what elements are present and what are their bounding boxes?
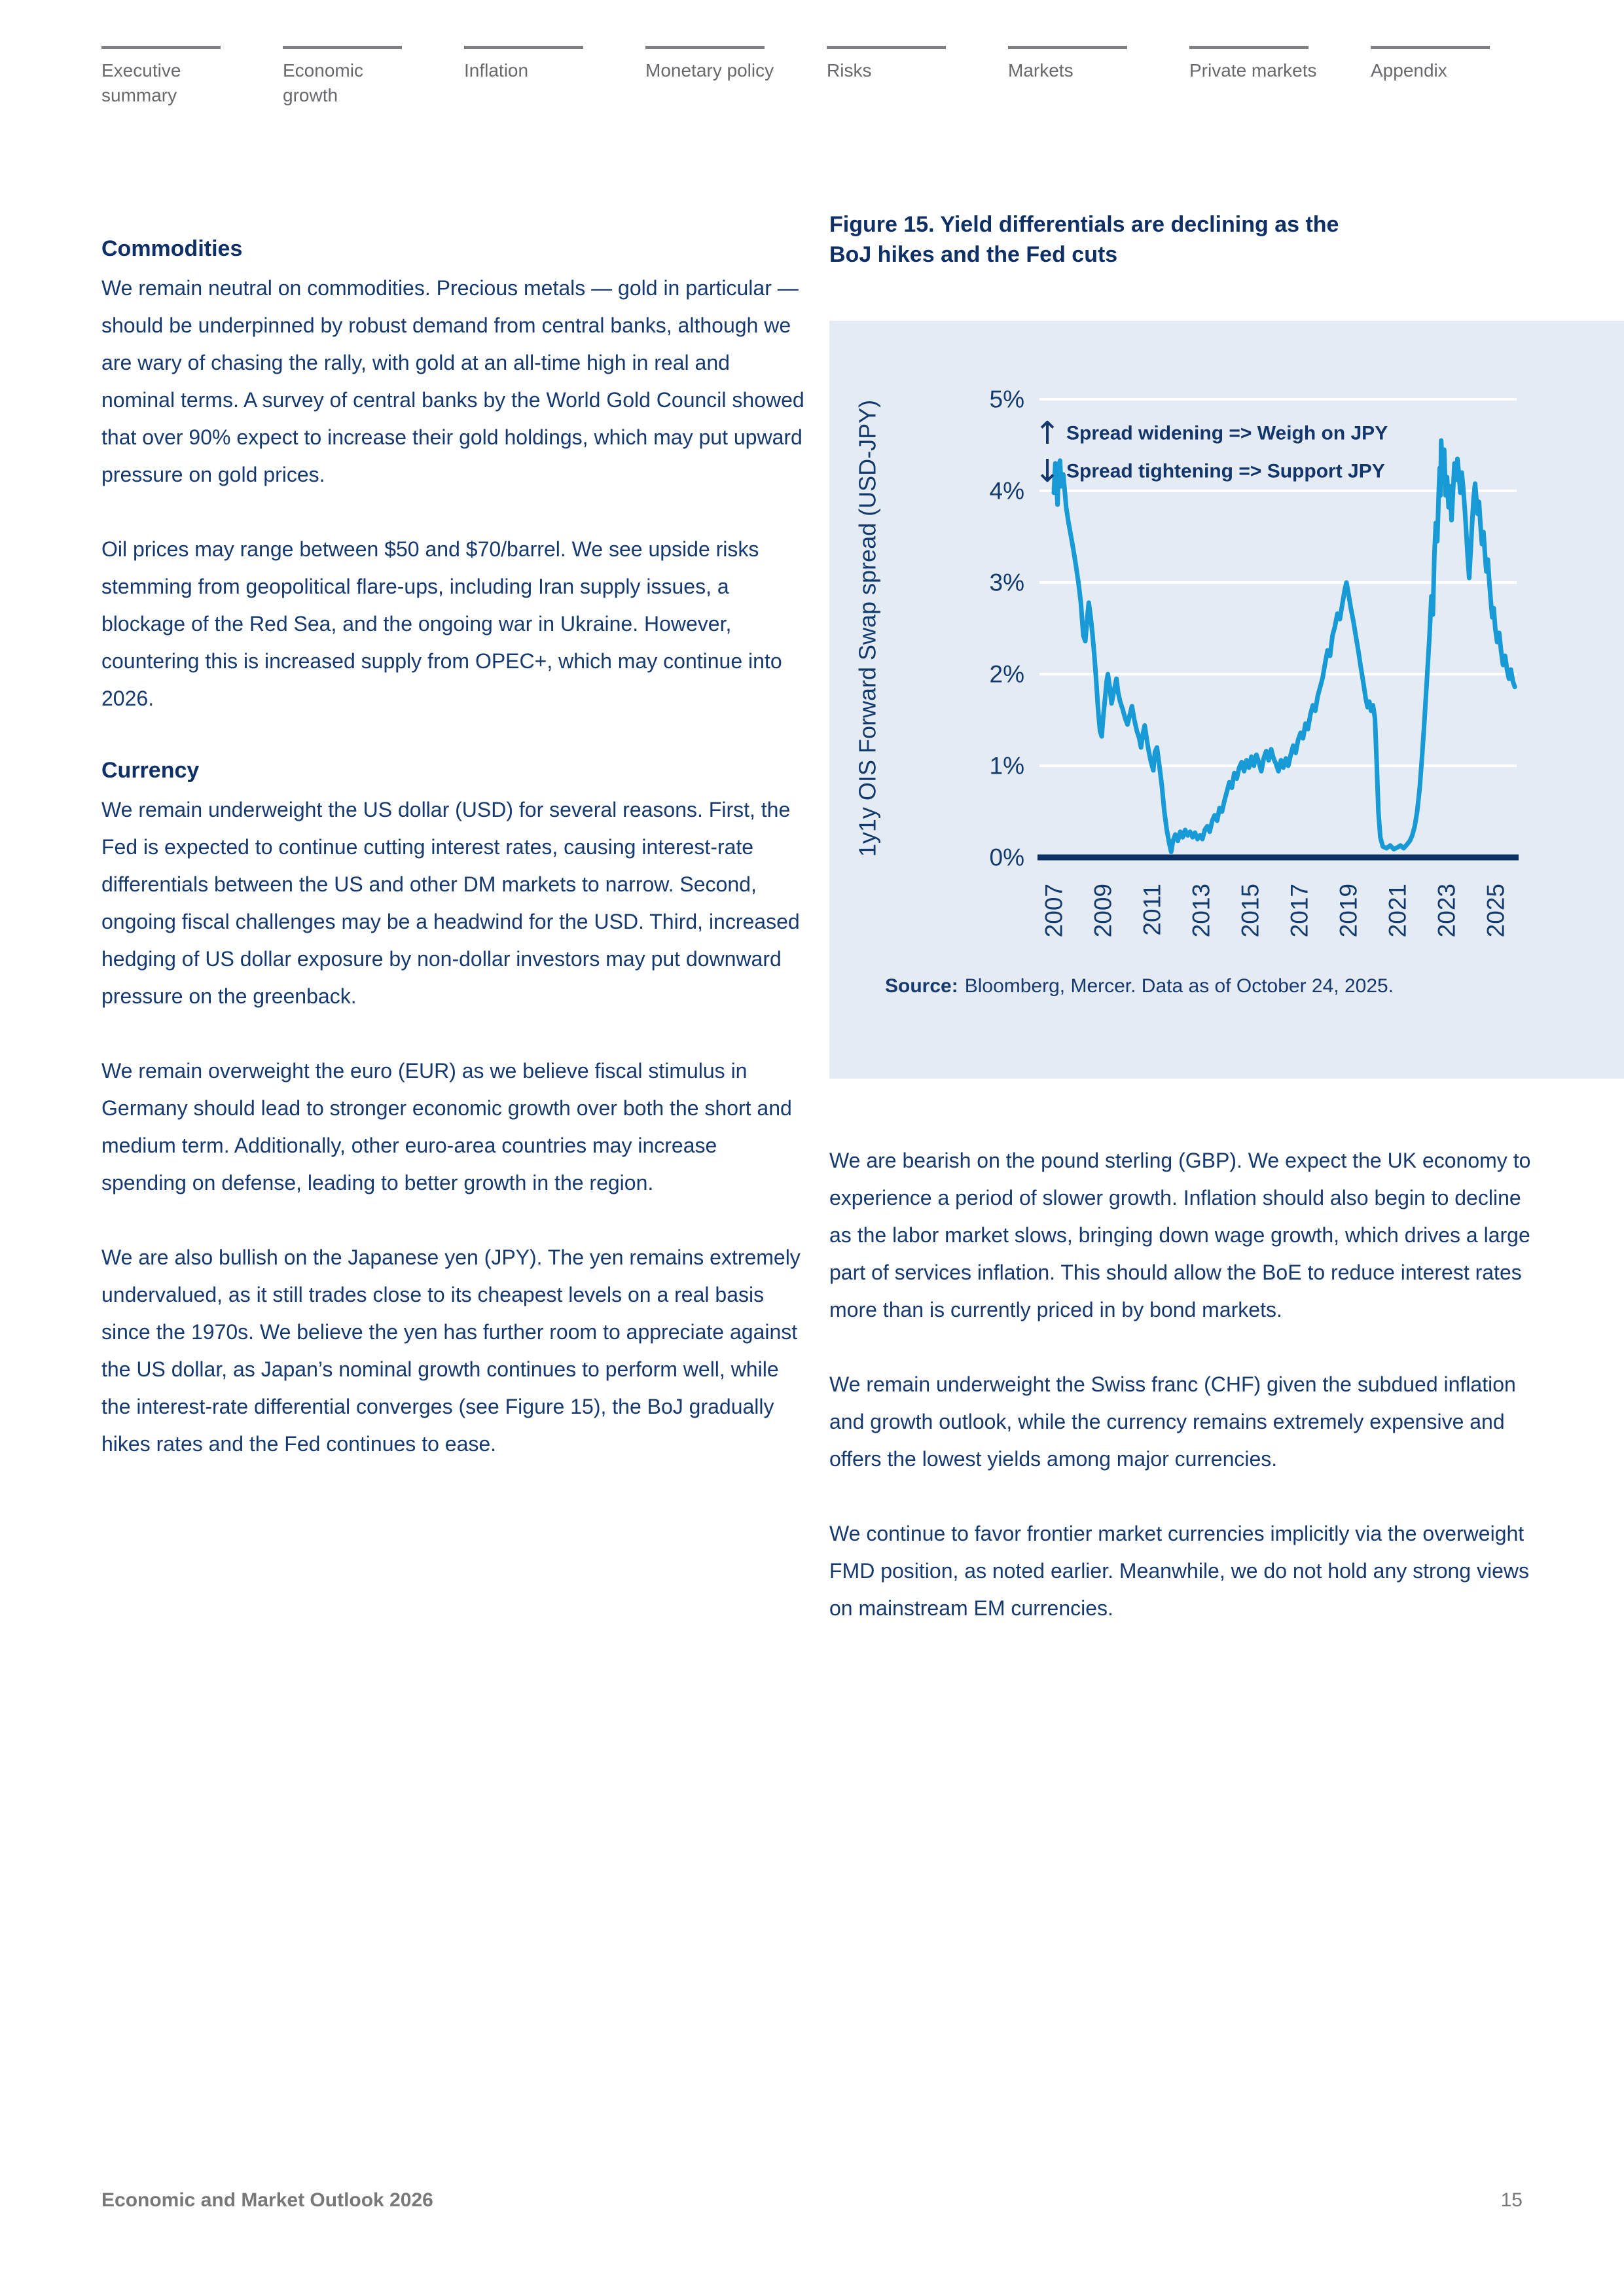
svg-text:4%: 4% <box>989 477 1024 505</box>
tab-executive-summary[interactable] <box>101 46 239 108</box>
paragraph-gbp: We are bearish on the pound sterling (GBP). We expect the UK economy to experience a period of slower growth. Inflation should also begin to decline as the labor market slows, bringing down wage growth, which drives a large part of services inflation. This should allow the BoE to reduce interest rates more than is currently priced in by bond markets. <box>829 1149 1531 1321</box>
svg-text:2017: 2017 <box>1286 884 1313 938</box>
legend-tightening: Spread tightening => Support JPY <box>1066 460 1385 482</box>
svg-text:2011: 2011 <box>1138 884 1166 936</box>
tab-inflation[interactable] <box>464 46 602 83</box>
paragraph-commodities-1: We remain neutral on commodities. Precious metals — gold in particular — should be underpinned by robust demand from central banks, although we are wary of chasing the rally, with gold at an all-time high in real and nominal terms. A survey of central banks by the World Gold Council showed that over 90% expect to increase their gold holdings, which may put upward pressure on gold prices. <box>101 276 804 486</box>
figure-15-chart <box>829 321 1624 1079</box>
figure-title-line1: Figure 15. Yield differentials are declining as the <box>829 212 1339 237</box>
footer-report-title: Economic and Market Outlook 2026 <box>101 2189 433 2211</box>
tab-risks[interactable] <box>827 46 964 83</box>
svg-text:2019: 2019 <box>1335 884 1362 938</box>
tab-label: Risks <box>827 60 872 81</box>
paragraph-eur: We remain overweight the euro (EUR) as we believe fiscal stimulus in Germany should lead to stronger economic growth over both the short and medium term. Additionally, other euro-area countries may increase spending on defense, leading to better growth in the region. <box>101 1059 792 1194</box>
tab-label: Private markets <box>1189 60 1317 81</box>
right-column <box>829 1142 1546 1664</box>
svg-text:2025: 2025 <box>1482 884 1509 938</box>
tab-appendix[interactable] <box>1371 46 1508 83</box>
page-number: 15 <box>1500 2189 1523 2211</box>
tab-label: Markets <box>1008 60 1074 81</box>
svg-text:2021: 2021 <box>1384 884 1411 938</box>
tab-markets[interactable] <box>1008 46 1146 83</box>
legend-widening: Spread widening => Weigh on JPY <box>1066 422 1388 444</box>
paragraph-fmd: We continue to favor frontier market currencies implicitly via the overweight FMD position, as noted earlier. Meanwhile, we do not hold any strong views on mainstream EM currencies. <box>829 1522 1529 1620</box>
svg-text:2%: 2% <box>989 660 1024 688</box>
spread-line <box>1054 440 1515 852</box>
tab-indicator-line <box>464 46 583 49</box>
y-axis-label: 1y1y OIS Forward Swap spread (USD-JPY) <box>854 399 881 857</box>
paragraph-commodities-2: Oil prices may range between $50 and $70/barrel. We see upside risks stemming from geopolitical flare-ups, including Iran supply issues, a blockage of the Red Sea, and the ongoing war in Ukraine. However, countering this is increased supply from OPEC+, which may continue into 2026. <box>101 537 782 710</box>
y-tick-labels <box>990 386 1024 871</box>
x-tick-labels <box>1041 884 1509 937</box>
svg-text:2013: 2013 <box>1187 884 1215 938</box>
svg-text:2007: 2007 <box>1040 884 1068 938</box>
tab-indicator-line <box>1008 46 1127 49</box>
heading-currency: Currency <box>101 758 200 783</box>
svg-text:1%: 1% <box>989 752 1024 780</box>
tab-indicator-line <box>827 46 946 49</box>
chart-legend <box>1034 415 1388 490</box>
left-column <box>101 233 807 1500</box>
source-text: Bloomberg, Mercer. Data as of October 24, 2025. <box>964 975 1394 997</box>
tab-monetary-policy[interactable] <box>645 46 783 83</box>
tab-private-markets[interactable] <box>1189 46 1327 83</box>
tab-label: Economic growth <box>283 60 363 105</box>
up-arrow-icon: ↑ <box>1034 415 1061 452</box>
svg-text:2023: 2023 <box>1433 884 1460 938</box>
tab-indicator-line <box>101 46 221 49</box>
chart-source <box>885 975 1394 997</box>
svg-text:0%: 0% <box>989 844 1024 871</box>
yield-spread-chart-svg <box>829 321 1624 1079</box>
svg-text:2015: 2015 <box>1236 884 1264 938</box>
source-label: Source: <box>885 975 958 997</box>
tab-indicator-line <box>645 46 765 49</box>
svg-text:3%: 3% <box>989 569 1024 596</box>
down-arrow-icon: ↓ <box>1034 453 1061 490</box>
tab-indicator-line <box>283 46 402 49</box>
figure-title <box>829 209 1589 270</box>
paragraph-chf: We remain underweight the Swiss franc (CHF) given the subdued inflation and growth outlook, while the currency remains extremely expensive and offers the lowest yields among major currencies. <box>829 1372 1516 1471</box>
svg-text:5%: 5% <box>989 386 1024 413</box>
figure-title-line2: BoJ hikes and the Fed cuts <box>829 242 1118 267</box>
tab-label: Appendix <box>1371 60 1447 81</box>
paragraph-usd: We remain underweight the US dollar (USD) for several reasons. First, the Fed is expected to continue cutting interest rates, causing interest-rate differentials between the US and other DM markets to narrow. Second, ongoing fiscal challenges may be a headwind for the USD. Third, increased hedging of US dollar exposure by non-dollar investors may put downward pressure on the greenback. <box>101 798 800 1008</box>
heading-commodities: Commodities <box>101 236 243 261</box>
tab-indicator-line <box>1371 46 1490 49</box>
svg-text:2009: 2009 <box>1089 884 1117 938</box>
page-footer <box>101 2189 1523 2212</box>
tab-economic-growth[interactable] <box>283 46 420 108</box>
tab-indicator-line <box>1189 46 1308 49</box>
tab-label: Inflation <box>464 60 529 81</box>
paragraph-jpy: We are also bullish on the Japanese yen (JPY). The yen remains extremely undervalued, as it still trades close to its cheapest levels on a real basis since the 1970s. We believe the yen has further room to appreciate against the US dollar, as Japan’s nominal growth continues to perform well, while the interest-rate differential converges (see Figure 15), the BoJ gradually hikes rates and the Fed continues to ease. <box>101 1246 801 1456</box>
tab-label: Monetary policy <box>645 60 774 81</box>
tab-label: Executive summary <box>101 60 181 105</box>
